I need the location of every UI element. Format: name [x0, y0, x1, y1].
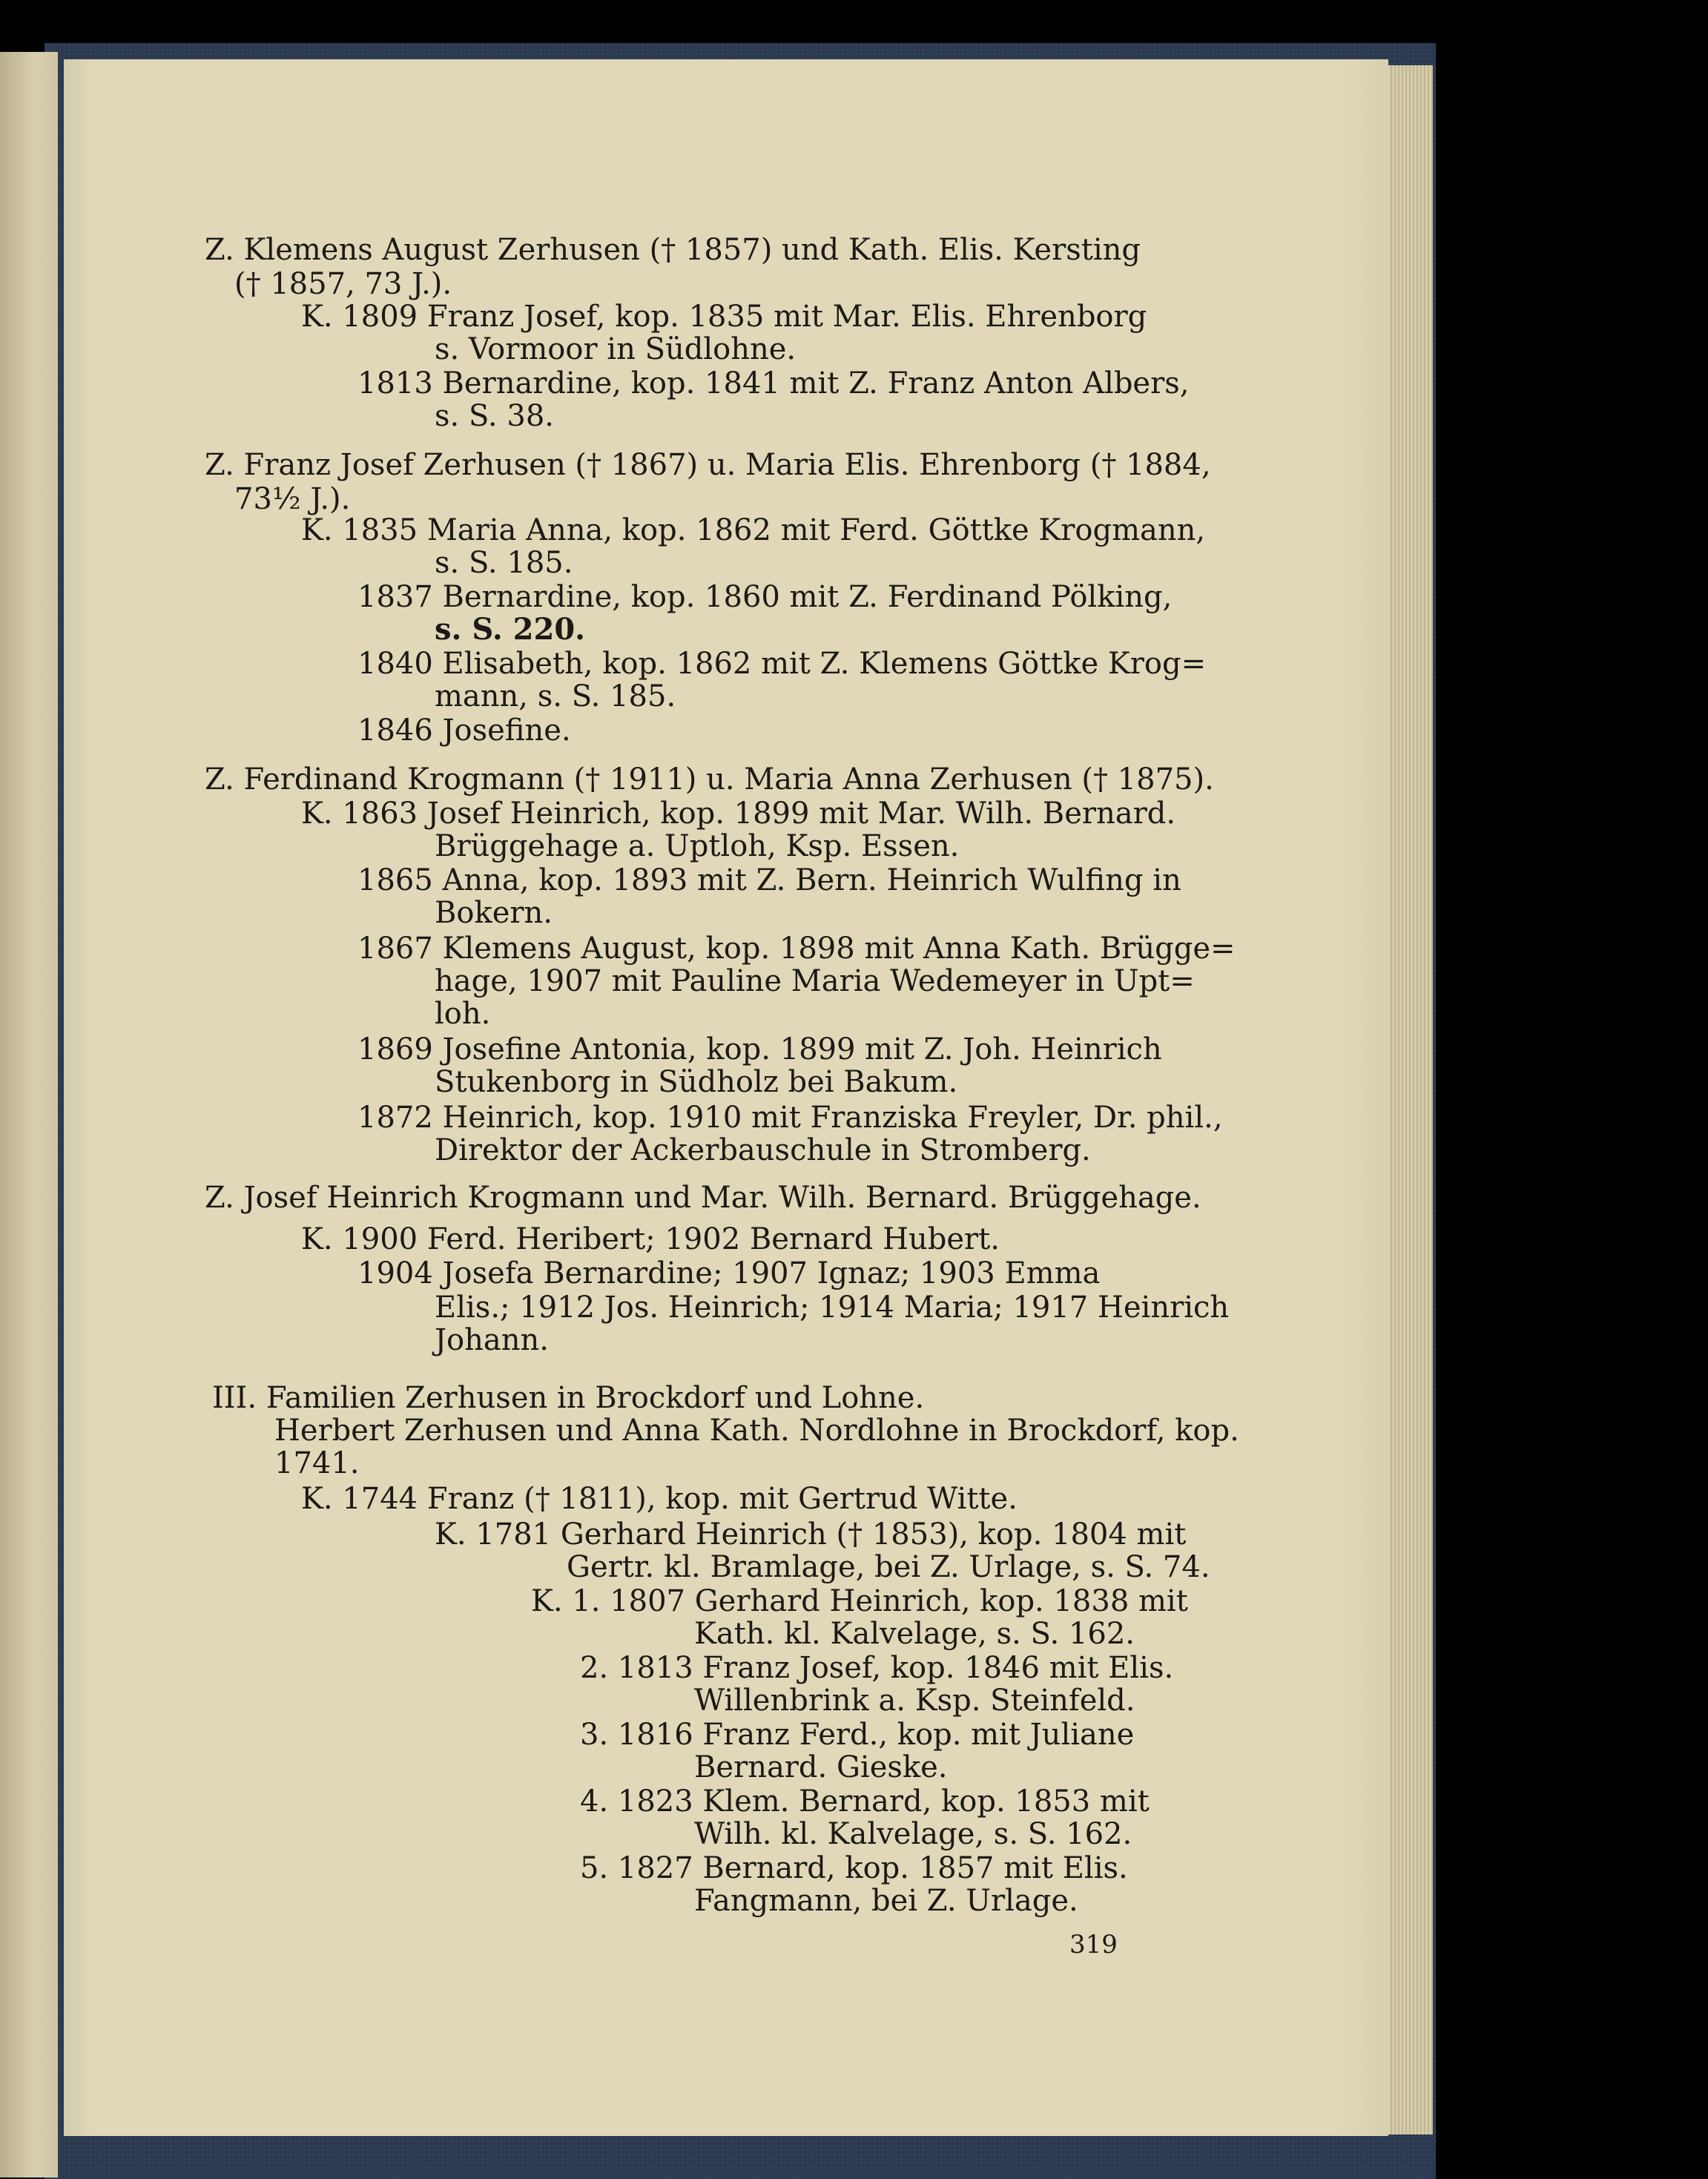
child-entry-line: hage, 1907 mit Pauline Maria Wedemeyer in Upt= [435, 964, 1195, 998]
child-entry-line: Gertr. kl. Bramlage, bei Z. Urlage, s. S. 74. [567, 1550, 1210, 1584]
child-entry-line: 1846 Josefine. [357, 713, 571, 748]
child-entry-line: 1872 Heinrich, kop. 1910 mit Franziska Freyler, Dr. phil., [357, 1101, 1223, 1135]
child-entry-line: s. S. 38. [435, 399, 554, 433]
child-entry-line: 1813 Bernardine, kop. 1841 mit Z. Franz Anton Albers, [357, 366, 1190, 400]
child-entry-line: 1837 Bernardine, kop. 1860 mit Z. Ferdinand Pölking, [357, 580, 1173, 614]
child-entry-line: K. 1809 Franz Josef, kop. 1835 mit Mar. Elis. Ehrenborg [301, 300, 1147, 334]
child-entry-line: Johann. [435, 1323, 549, 1357]
child-entry-line: Bernard. Gieske. [694, 1750, 948, 1784]
child-entry-line: Brüggehage a. Uptloh, Ksp. Essen. [435, 829, 960, 863]
entry-head-line: Z. Franz Josef Zerhusen († 1867) u. Maria Elis. Ehrenborg († 1884, [205, 448, 1211, 482]
child-entry-line: K. 1. 1807 Gerhard Heinrich, kop. 1838 mit [531, 1584, 1188, 1618]
child-entry-line: 5. 1827 Bernard, kop. 1857 mit Elis. [580, 1851, 1128, 1885]
entry-head-line: († 1857, 73 J.). [234, 267, 452, 301]
child-entry-line: Fangmann, bei Z. Urlage. [694, 1884, 1078, 1918]
child-entry-line: 3. 1816 Franz Ferd., kop. mit Juliane [580, 1718, 1135, 1752]
child-entry-line: s. Vormoor in Südlohne. [435, 332, 797, 366]
child-entry-line: K. 1744 Franz († 1811), kop. mit Gertrud Witte. [301, 1482, 1018, 1516]
child-entry-line: 1867 Klemens August, kop. 1898 mit Anna Kath. Brügge= [357, 932, 1236, 966]
child-entry-line: Wilh. kl. Kalvelage, s. S. 162. [694, 1817, 1132, 1851]
entry-head-line: Z. Ferdinand Krogmann († 1911) u. Maria Anna Zerhusen († 1875). [205, 762, 1214, 797]
child-entry-line: 4. 1823 Klem. Bernard, kop. 1853 mit [580, 1784, 1150, 1819]
child-entry-line: 1869 Josefine Antonia, kop. 1899 mit Z. Joh. Heinrich [357, 1032, 1162, 1067]
child-entry-line: Elis.; 1912 Jos. Heinrich; 1914 Maria; 1917 Heinrich [435, 1290, 1230, 1325]
child-entry-line: K. 1835 Maria Anna, kop. 1862 mit Ferd. Göttke Krogmann, [301, 513, 1206, 547]
child-entry-line: Willenbrink a. Ksp. Steinfeld. [694, 1684, 1135, 1718]
child-entry-line: s. S. 220. [435, 612, 586, 647]
child-entry-line: K. 1863 Josef Heinrich, kop. 1899 mit Mar. Wilh. Bernard. [301, 797, 1176, 831]
entry-head-line: Z. Josef Heinrich Krogmann und Mar. Wilh. Bernard. Brüggehage. [205, 1181, 1201, 1215]
child-entry-line: Direktor der Ackerbauschule in Stromberg. [435, 1133, 1091, 1167]
entry-head-line: 73½ J.). [234, 482, 351, 516]
child-entry-line: mann, s. S. 185. [435, 679, 676, 713]
child-entry-line: 1840 Elisabeth, kop. 1862 mit Z. Klemens Göttke Krog= [357, 647, 1207, 681]
child-entry-line: K. 1781 Gerhard Heinrich († 1853), kop. 1804 mit [435, 1517, 1187, 1552]
child-entry-line: Kath. kl. Kalvelage, s. S. 162. [694, 1617, 1135, 1651]
child-entry-line: Stukenborg in Südholz bei Bakum. [435, 1065, 958, 1099]
entry-head-line: Herbert Zerhusen und Anna Kath. Nordlohne in Brockdorf, kop. [274, 1414, 1239, 1448]
page-number: 319 [1069, 1930, 1118, 1959]
section-heading: III. Familien Zerhusen in Brockdorf und Lohne. [212, 1381, 925, 1415]
child-entry-line: 1904 Josefa Bernardine; 1907 Ignaz; 1903 Emma [357, 1256, 1101, 1290]
child-entry-line: 2. 1813 Franz Josef, kop. 1846 mit Elis. [580, 1651, 1174, 1685]
child-entry-line: loh. [435, 997, 491, 1031]
child-entry-line: s. S. 185. [435, 546, 573, 580]
child-entry-line: K. 1900 Ferd. Heribert; 1902 Bernard Hubert. [301, 1222, 1000, 1256]
entry-head-line: Z. Klemens August Zerhusen († 1857) und Kath. Elis. Kersting [205, 233, 1141, 267]
child-entry-line: Bokern. [435, 896, 553, 930]
child-entry-line: 1865 Anna, kop. 1893 mit Z. Bern. Heinrich Wulfing in [357, 863, 1181, 897]
entry-head-line: 1741. [274, 1446, 360, 1480]
